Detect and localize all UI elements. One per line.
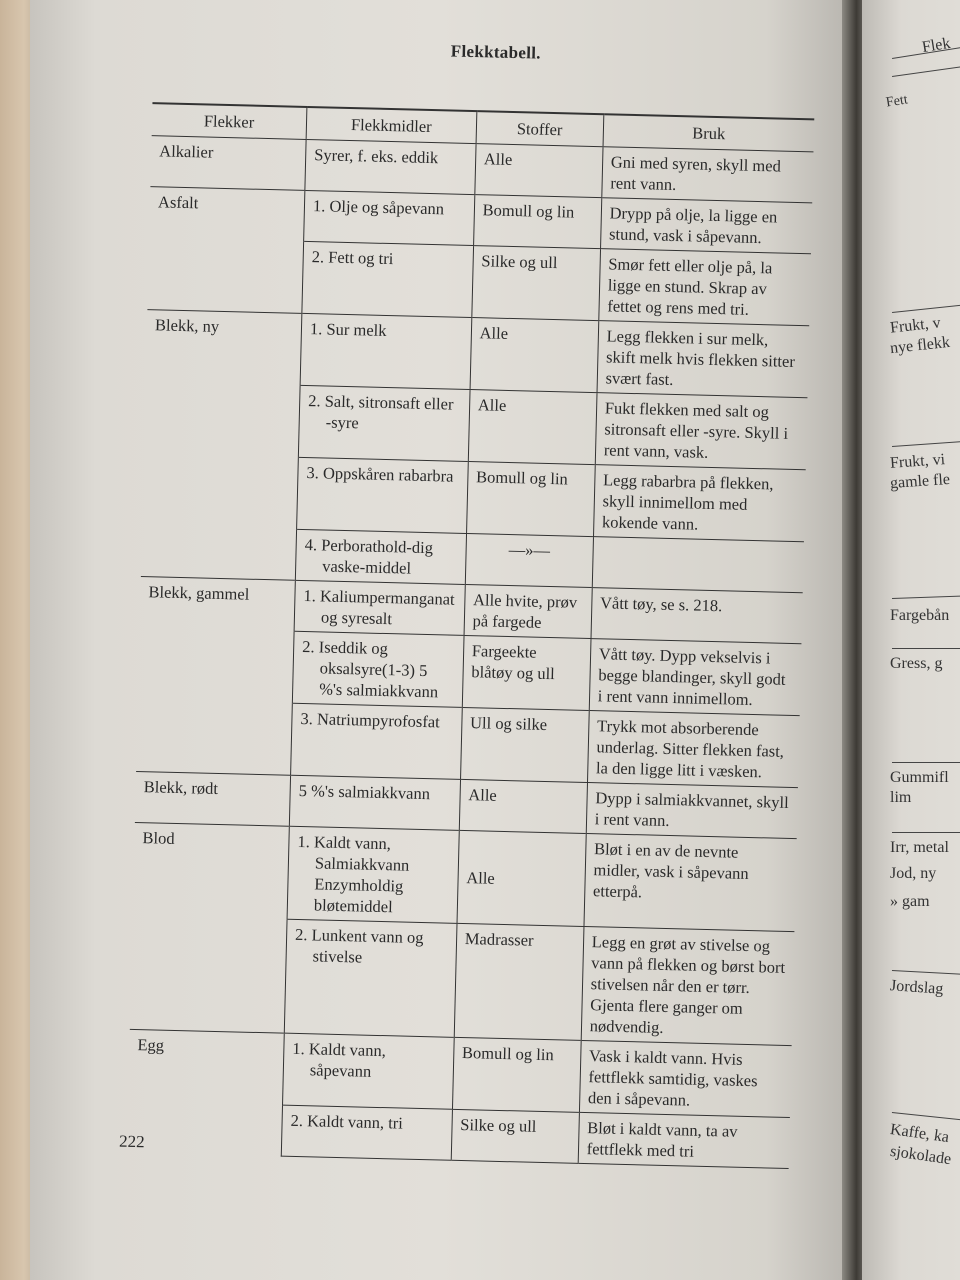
usage: Fukt flekken med salt og sitronsaft eller -syre. Skyll i rent vann, vask.: [595, 393, 807, 470]
fabric: Silke og ull: [451, 1109, 579, 1163]
right-page-entry: Jod, ny: [890, 865, 937, 882]
remedy: 2. Lunkent vann og stivelse: [284, 919, 456, 1037]
right-page-entry: Gress, g: [890, 655, 943, 672]
remedy: 1. Kaldt vann, Salmiakkvann Enzymholdig bløtemiddel: [287, 826, 459, 923]
right-page-header-fragment: Flek: [920, 34, 952, 57]
fabric: Bomull og lin: [452, 1037, 581, 1112]
usage: Vått tøy, se s. 218.: [591, 588, 803, 644]
right-page-entry: Kaffe, ka: [889, 1120, 951, 1147]
fabric: Alle: [470, 318, 599, 393]
right-page-entry: Jordslag: [889, 977, 944, 998]
usage: Legg en grøt av stivelse og vann på flekken og børst bort stivelsen når den er tørr. Gjenta flere ganger om nødvendig.: [581, 926, 795, 1045]
right-page-entry: Fett: [884, 92, 909, 111]
remedy: 1. Kaliumpermanganat og syresalt: [294, 580, 465, 635]
usage: Dypp i salmiakkvannet, skyll i rent vann.: [586, 783, 798, 839]
fabric: Silke og ull: [472, 246, 601, 321]
table-row: [146, 310, 810, 398]
stain-name: Egg: [127, 1029, 284, 1156]
usage: Bløt i kaldt vann, ta av fettflekk med tri: [578, 1112, 790, 1168]
table-row: [128, 1029, 792, 1117]
usage: Legg flekken i sur melk, skift melk hvis flekken sitter svært fast.: [597, 321, 809, 398]
usage: Vått tøy. Dypp vekselvis i begge blandinger, skyll godt i rent vann innimellom.: [589, 639, 801, 716]
remedy: 2. Kaldt vann, tri: [281, 1105, 452, 1160]
right-page-entry: gamle fle: [889, 470, 951, 493]
remedy: 5 %'s salmiakkvann: [289, 775, 460, 830]
right-page-entry: Irr, metal: [890, 839, 949, 856]
right-page-entry: Fargebån: [890, 607, 950, 624]
usage: Bløt i en av de nevnte midler, vask i såpevann etterpå.: [584, 833, 797, 931]
printed-page: [119, 40, 816, 1176]
remedy: 1. Kaldt vann, såpevann: [283, 1033, 454, 1109]
stain-name: Blekk, rødt: [135, 771, 291, 826]
right-page-rule: [892, 648, 960, 649]
fabric: Bomull og lin: [466, 461, 595, 536]
right-page-entry: Frukt, vi: [889, 451, 946, 472]
right-page-rule: [892, 305, 960, 313]
stain-name: Alkalier: [150, 136, 306, 191]
right-page-entry: sjokolade: [889, 1142, 953, 1169]
fabric: Alle: [459, 779, 587, 833]
fabric: Alle: [475, 144, 603, 198]
fabric: Fargeekte blåtøy og ull: [462, 635, 591, 710]
header-stoffer: Stoffer: [476, 111, 604, 147]
usage: Gni med syren, skyll med rent vann.: [601, 147, 813, 203]
stain-name: Asfalt: [147, 187, 304, 314]
remedy: 4. Perborathold-dig vaske-middel: [295, 529, 466, 584]
fabric: Ull og silke: [460, 707, 589, 782]
usage: [592, 537, 804, 593]
right-page-rule: [892, 596, 960, 599]
remedy: 3. Oppskåren rabarbra: [297, 457, 468, 533]
right-page-entry: Gummifl: [890, 769, 949, 786]
right-page-rule: [892, 1112, 960, 1120]
table-row: [133, 822, 797, 931]
header-flekker: Flekker: [152, 103, 307, 139]
usage: Legg rabarbra på flekken, skyll innimellom med kokende vann.: [593, 465, 805, 542]
stain-name: Blekk, ny: [141, 310, 302, 581]
right-page-entry: lim: [890, 789, 912, 806]
remedy: 2. Iseddik og oksalsyre(1-3) 5 %'s salmiakkvann: [292, 631, 463, 707]
fabric: Bomull og lin: [473, 195, 601, 249]
remedy: Syrer, f. eks. eddik: [305, 139, 476, 194]
right-page-rule: [892, 762, 960, 763]
header-flekkmidler: Flekkmidler: [306, 107, 476, 144]
right-page-rule: [892, 441, 960, 447]
remedy: 3. Natriumpyrofosfat: [291, 703, 462, 779]
page-number: 222: [118, 1131, 145, 1152]
right-page-rule: [892, 66, 960, 77]
stain-name: Blekk, gammel: [136, 577, 295, 776]
usage: Trykk mot absorberende underlag. Sitter flekken fast, la den ligge litt i væsken.: [587, 711, 799, 788]
right-page-entry: » gam: [890, 893, 930, 910]
fabric: Madrasser: [454, 923, 584, 1040]
right-page-entry: Frukt, v: [889, 314, 942, 337]
header-bruk: Bruk: [603, 114, 815, 152]
remedy: 2. Salt, sitronsaft eller -syre: [298, 385, 469, 461]
usage: Vask i kaldt vann. Hvis fettflekk samtidig, vaskes den i såpevann.: [579, 1040, 791, 1117]
usage: Smør fett eller olje på, la ligge en stund. Skrap av fettet og rens med tri.: [598, 249, 810, 326]
fabric: Alle hvite, prøv på fargede: [464, 584, 592, 638]
remedy: 2. Fett og tri: [302, 241, 473, 317]
fabric-ditto-mark: —»—: [465, 533, 593, 587]
right-page-rule: [892, 970, 960, 975]
right-page: [862, 0, 960, 1280]
stain-table: [127, 102, 814, 1169]
page-title: Flekktabell.: [450, 41, 542, 63]
fabric: Alle: [468, 390, 597, 465]
remedy: 1. Olje og såpevann: [304, 190, 475, 245]
stain-name: Blod: [130, 822, 290, 1033]
remedy: 1. Sur melk: [300, 313, 471, 389]
right-page-rule: [892, 832, 960, 833]
right-page-entry: nye flekk: [889, 333, 951, 358]
fabric: Alle: [457, 830, 586, 926]
usage: Drypp på olje, la ligge en stund, vask i såpevann.: [600, 198, 812, 254]
